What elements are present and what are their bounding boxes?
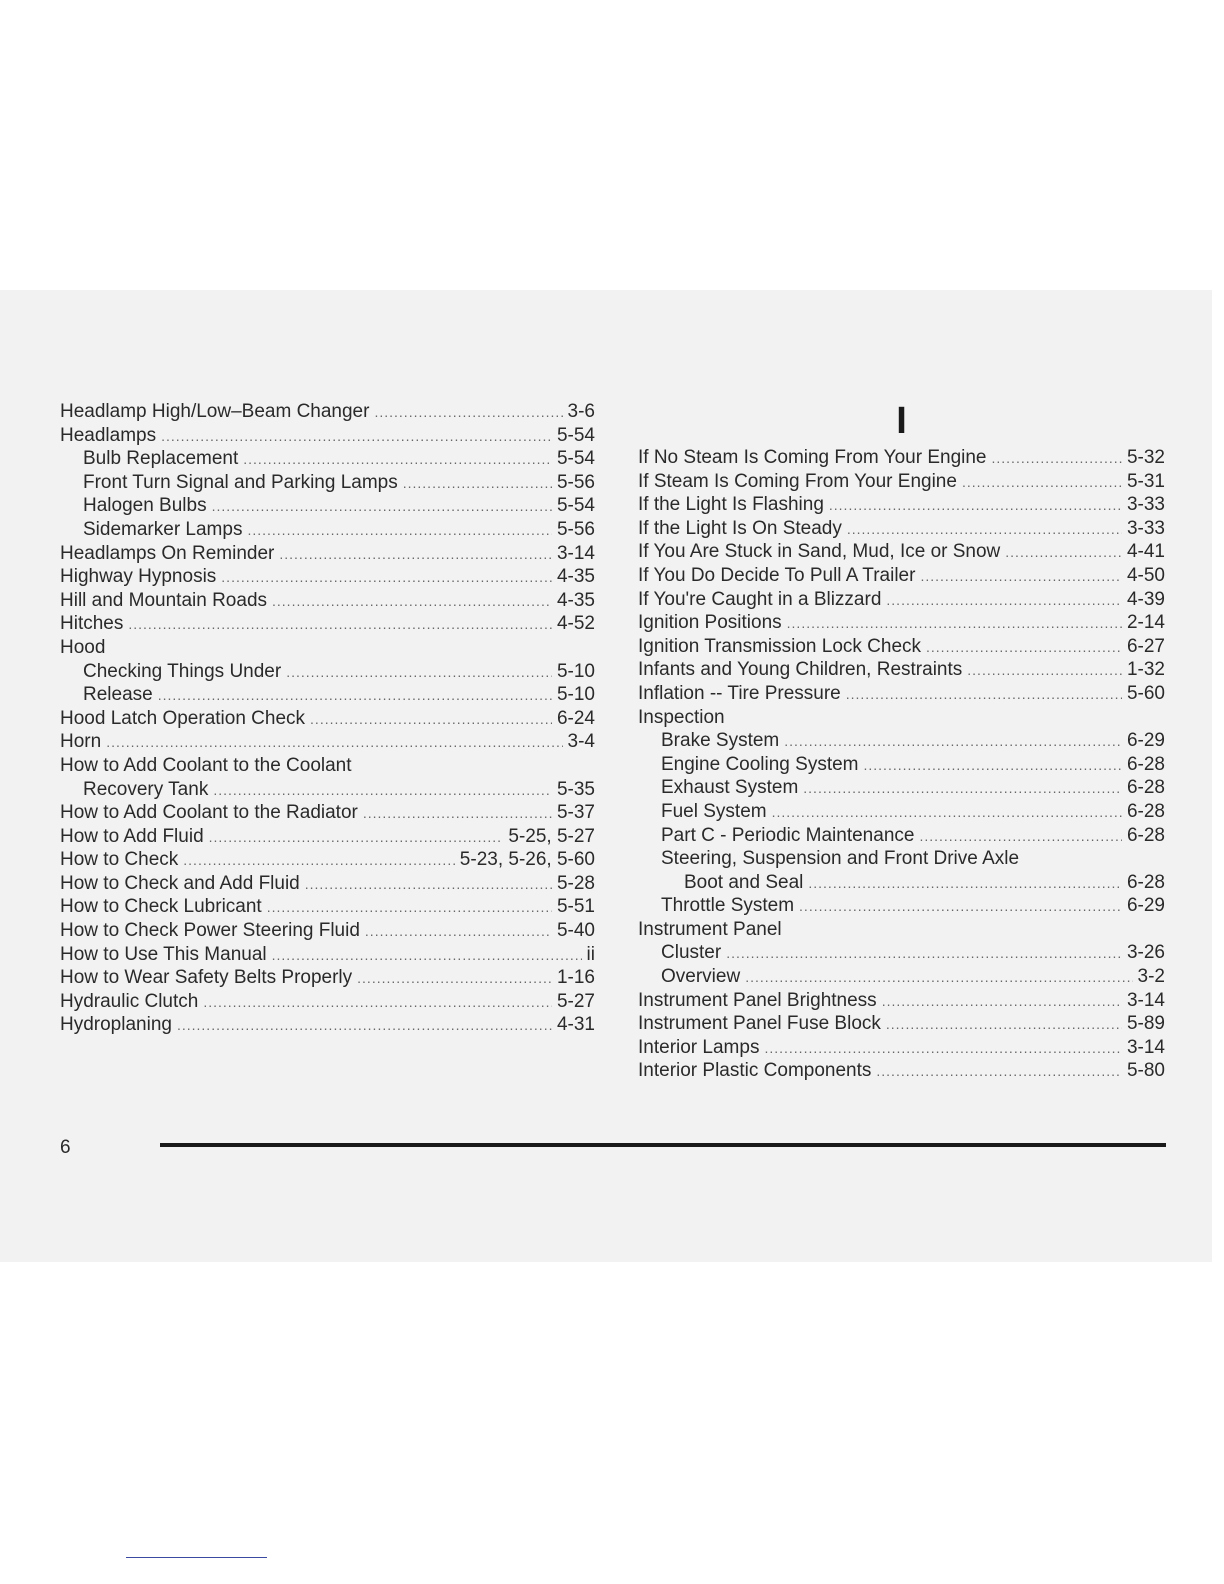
dot-leader — [272, 590, 552, 613]
index-entry-page: 5-27 — [556, 990, 595, 1012]
dot-leader — [967, 659, 1122, 682]
index-entry — [638, 989, 1165, 1013]
dot-leader — [764, 1037, 1122, 1060]
index-entry-text: Headlamps On Reminder — [60, 542, 275, 564]
dot-leader — [847, 518, 1122, 541]
dot-leader — [365, 920, 552, 943]
index-entry — [60, 730, 595, 754]
index-entry-page: 3-33 — [1126, 494, 1165, 516]
index-entry — [60, 565, 595, 589]
index-entry-text: Fuel System — [661, 800, 767, 822]
dot-leader — [919, 825, 1122, 848]
index-entry — [60, 848, 595, 872]
index-entry — [60, 966, 595, 990]
index-entry-text: Steering, Suspension and Front Drive Axle — [661, 848, 1020, 870]
index-entry-page: 4-39 — [1126, 588, 1165, 610]
page-number: 6 — [60, 1137, 71, 1158]
index-entry-text: How to Wear Safety Belts Properly — [60, 967, 353, 989]
dot-leader — [784, 730, 1122, 753]
index-entry — [638, 824, 1165, 848]
index-column-left — [60, 400, 595, 1037]
index-entry-page: 4-41 — [1126, 541, 1165, 563]
index-entry-page: 5-35 — [556, 778, 595, 800]
index-entry — [638, 941, 1165, 965]
index-entry-page: 3-14 — [1126, 1036, 1165, 1058]
index-entry — [638, 918, 1165, 942]
index-entry-page: 2-14 — [1126, 612, 1165, 634]
dot-leader — [808, 872, 1122, 895]
dot-leader — [305, 873, 552, 896]
index-entry — [638, 564, 1165, 588]
index-entry — [60, 801, 595, 825]
dot-leader — [920, 565, 1122, 588]
dot-leader — [267, 896, 552, 919]
dot-leader — [106, 731, 562, 754]
index-entry — [638, 871, 1165, 895]
index-entry-text: Checking Things Under — [83, 660, 282, 682]
index-letter-heading: I — [896, 400, 907, 442]
dot-leader — [1005, 541, 1122, 564]
dot-leader — [203, 991, 552, 1014]
index-entry-text: Inflation -- Tire Pressure — [638, 682, 841, 704]
dot-leader — [212, 495, 552, 518]
index-entry — [60, 542, 595, 566]
index-entry — [60, 707, 595, 731]
index-entry-text: How to Add Fluid — [60, 825, 204, 847]
dot-leader — [310, 708, 552, 731]
index-entry — [60, 424, 595, 448]
index-entry — [60, 990, 595, 1014]
index-entry — [60, 471, 595, 495]
index-entry-page: ii — [586, 943, 595, 965]
index-entry — [60, 754, 595, 778]
index-entry-page: 5-37 — [556, 802, 595, 824]
dot-leader — [209, 826, 504, 849]
index-entry-page: 5-89 — [1126, 1013, 1165, 1035]
dot-leader — [886, 1013, 1122, 1036]
index-entry-text: Front Turn Signal and Parking Lamps — [83, 471, 398, 493]
index-entry — [638, 1012, 1165, 1036]
index-entry-text: If the Light Is On Steady — [638, 517, 842, 539]
index-entry-page: 5-32 — [1126, 447, 1165, 468]
index-entry-text: Boot and Seal — [684, 871, 804, 893]
index-entry-text: Halogen Bulbs — [83, 495, 207, 517]
index-entry — [60, 589, 595, 613]
index-entry-text: Instrument Panel Fuse Block — [638, 1013, 881, 1035]
index-entry-text: Throttle System — [661, 895, 795, 917]
index-entry-page: 5-54 — [556, 424, 595, 446]
index-entry — [60, 518, 595, 542]
index-entry-text: How to Add Coolant to the Radiator — [60, 802, 358, 824]
index-entry-page: 6-24 — [556, 707, 595, 729]
dot-leader — [787, 612, 1122, 635]
index-entry — [638, 611, 1165, 635]
index-entry-text: If You Do Decide To Pull A Trailer — [638, 564, 916, 586]
dot-leader — [829, 494, 1122, 517]
index-entry-text: If You Are Stuck in Sand, Mud, Ice or Snow — [638, 541, 1001, 563]
dot-leader — [158, 684, 552, 707]
index-entry-text: Overview — [661, 966, 741, 988]
index-entry — [60, 778, 595, 802]
index-entry — [638, 1059, 1165, 1083]
dot-leader — [374, 401, 562, 424]
dot-leader — [279, 543, 552, 566]
index-entry — [60, 825, 595, 849]
index-entry — [638, 540, 1165, 564]
index-entry-page: 6-28 — [1126, 777, 1165, 799]
index-entry — [638, 776, 1165, 800]
index-entry — [638, 493, 1165, 517]
index-entry-text: Headlamps — [60, 424, 157, 446]
dot-leader — [886, 589, 1122, 612]
dot-leader — [161, 425, 552, 448]
index-entry — [60, 872, 595, 896]
index-entry — [638, 682, 1165, 706]
dot-leader — [803, 777, 1122, 800]
dot-leader — [286, 661, 552, 684]
index-entry-page: 5-40 — [556, 920, 595, 942]
footer-rule — [160, 1143, 1166, 1147]
index-entry-text: Horn — [60, 731, 102, 753]
dot-leader — [272, 944, 582, 967]
dot-leader — [799, 895, 1122, 918]
index-entry-text: How to Add Coolant to the Coolant — [60, 754, 352, 776]
index-entry — [60, 660, 595, 684]
index-entries-right — [638, 446, 1165, 1083]
dot-leader — [772, 801, 1122, 824]
index-entry-page: 1-16 — [556, 967, 595, 989]
dot-leader — [926, 636, 1122, 659]
index-entry-page: 5-54 — [556, 448, 595, 470]
index-entry-page: 3-14 — [1126, 989, 1165, 1011]
index-entry-page: 4-35 — [556, 589, 595, 611]
dot-leader — [221, 566, 552, 589]
index-entry-page: 5-25, 5-27 — [508, 825, 595, 847]
index-entry-page: 3-33 — [1126, 517, 1165, 539]
index-entry-text: Inspection — [638, 706, 725, 728]
index-entry-page: 5-56 — [556, 471, 595, 493]
index-entry-text: Sidemarker Lamps — [83, 518, 243, 540]
index-entry-page: 4-50 — [1126, 564, 1165, 586]
index-entry-page: 5-60 — [1126, 682, 1165, 704]
index-entry-text: How to Use This Manual — [60, 943, 267, 965]
index-entry-text: Brake System — [661, 730, 780, 752]
index-entry-text: Hitches — [60, 613, 124, 635]
index-entry-page: 6-28 — [1126, 753, 1165, 775]
index-entry — [638, 706, 1165, 730]
dot-leader — [243, 448, 552, 471]
index-entry — [60, 683, 595, 707]
index-entry-page: 5-56 — [556, 518, 595, 540]
index-entry-text: Interior Plastic Components — [638, 1060, 872, 1082]
index-entry — [638, 446, 1165, 470]
index-entry-page: 5-54 — [556, 495, 595, 517]
index-entry-text: Headlamp High/Low–Beam Changer — [60, 401, 370, 422]
dot-leader — [882, 990, 1122, 1013]
index-entry-page: 3-14 — [556, 542, 595, 564]
index-entry — [60, 919, 595, 943]
index-entry-text: Hood — [60, 636, 106, 658]
index-entry-text: Engine Cooling System — [661, 753, 859, 775]
index-entry — [638, 517, 1165, 541]
index-entry-text: Ignition Positions — [638, 612, 782, 634]
index-entry-text: If the Light Is Flashing — [638, 494, 824, 516]
dot-leader — [846, 683, 1122, 706]
index-entry-page: 4-52 — [556, 613, 595, 635]
index-entry-text: Hydraulic Clutch — [60, 990, 199, 1012]
dot-leader — [247, 519, 552, 542]
index-entry-page: 5-51 — [556, 896, 595, 918]
index-entry — [638, 1036, 1165, 1060]
index-entry-page: 5-28 — [556, 872, 595, 894]
index-entry-page: 5-31 — [1126, 470, 1165, 492]
index-entry-page: 3-2 — [1137, 966, 1165, 988]
index-entry — [638, 658, 1165, 682]
index-entry-page: 6-28 — [1126, 871, 1165, 893]
index-entry — [638, 470, 1165, 494]
index-entry-page: 5-80 — [1126, 1060, 1165, 1082]
index-entry — [60, 895, 595, 919]
index-entry-page: 1-32 — [1126, 659, 1165, 681]
dot-leader — [177, 1014, 552, 1037]
index-entry-text: Instrument Panel Brightness — [638, 989, 877, 1011]
index-entry-page: 6-28 — [1126, 824, 1165, 846]
index-entry — [60, 1013, 595, 1037]
index-entry-text: How to Check Power Steering Fluid — [60, 920, 360, 942]
index-entry-text: If No Steam Is Coming From Your Engine — [638, 447, 987, 468]
index-entry-text: Interior Lamps — [638, 1036, 760, 1058]
index-entry — [638, 729, 1165, 753]
index-entry-text: Cluster — [661, 942, 722, 964]
index-entry-text: How to Check and Add Fluid — [60, 872, 300, 894]
dot-leader — [213, 779, 552, 802]
index-entry-text: How to Check — [60, 849, 179, 871]
index-entry-text: Hood Latch Operation Check — [60, 707, 306, 729]
dot-leader — [403, 472, 552, 495]
dot-leader — [876, 1060, 1122, 1083]
index-entry — [638, 588, 1165, 612]
index-entry-page: 4-35 — [556, 566, 595, 588]
index-entry-text: Release — [83, 684, 153, 706]
dot-leader — [183, 849, 455, 872]
index-entry — [638, 847, 1165, 871]
index-entry — [60, 400, 595, 424]
index-entry-text: Ignition Transmission Lock Check — [638, 635, 922, 657]
index-entry-page: 5-10 — [556, 684, 595, 706]
index-entry-text: Highway Hypnosis — [60, 566, 217, 588]
index-entry-page: 4-31 — [556, 1014, 595, 1036]
dot-leader — [962, 471, 1122, 494]
index-entry — [638, 635, 1165, 659]
dot-leader — [363, 802, 552, 825]
dot-leader — [128, 613, 552, 636]
index-entry — [60, 494, 595, 518]
dot-leader — [745, 966, 1132, 989]
index-column-right — [638, 396, 1165, 1083]
index-entry-text: Infants and Young Children, Restraints — [638, 659, 963, 681]
link-underline — [126, 1557, 267, 1558]
index-entry — [60, 612, 595, 636]
index-entry — [60, 943, 595, 967]
index-entry-text: Bulb Replacement — [83, 448, 239, 470]
dot-leader — [992, 447, 1122, 470]
index-entry — [638, 800, 1165, 824]
index-entry — [638, 894, 1165, 918]
index-entry — [60, 447, 595, 471]
index-entry-text: Instrument Panel — [638, 918, 782, 940]
index-entry — [638, 753, 1165, 777]
index-entry-text: Part C - Periodic Maintenance — [661, 824, 915, 846]
index-entry-page: 6-29 — [1126, 895, 1165, 917]
index-entry-text: Hydroplaning — [60, 1014, 172, 1036]
index-entry-page: 5-23, 5-26, 5-60 — [459, 849, 595, 871]
index-entry-page: 6-28 — [1126, 800, 1165, 822]
index-entry-page: 6-27 — [1126, 635, 1165, 657]
index-entry-text: If Steam Is Coming From Your Engine — [638, 470, 957, 492]
index-entry-page: 3-26 — [1126, 942, 1165, 964]
index-entry-page: 3-6 — [567, 401, 595, 422]
index-entry — [638, 965, 1165, 989]
index-entry-text: Exhaust System — [661, 777, 799, 799]
index-entry-text: Recovery Tank — [83, 778, 209, 800]
dot-leader — [357, 967, 552, 990]
index-entry-page: 3-4 — [567, 731, 595, 753]
dot-leader — [864, 754, 1122, 777]
index-entry-text: Hill and Mountain Roads — [60, 589, 268, 611]
index-entry-page: 5-10 — [556, 660, 595, 682]
index-entry-text: If You're Caught in a Blizzard — [638, 588, 882, 610]
index-entry-text: How to Check Lubricant — [60, 896, 262, 918]
dot-leader — [726, 942, 1122, 965]
index-entry-page: 6-29 — [1126, 730, 1165, 752]
index-entry — [60, 636, 595, 660]
